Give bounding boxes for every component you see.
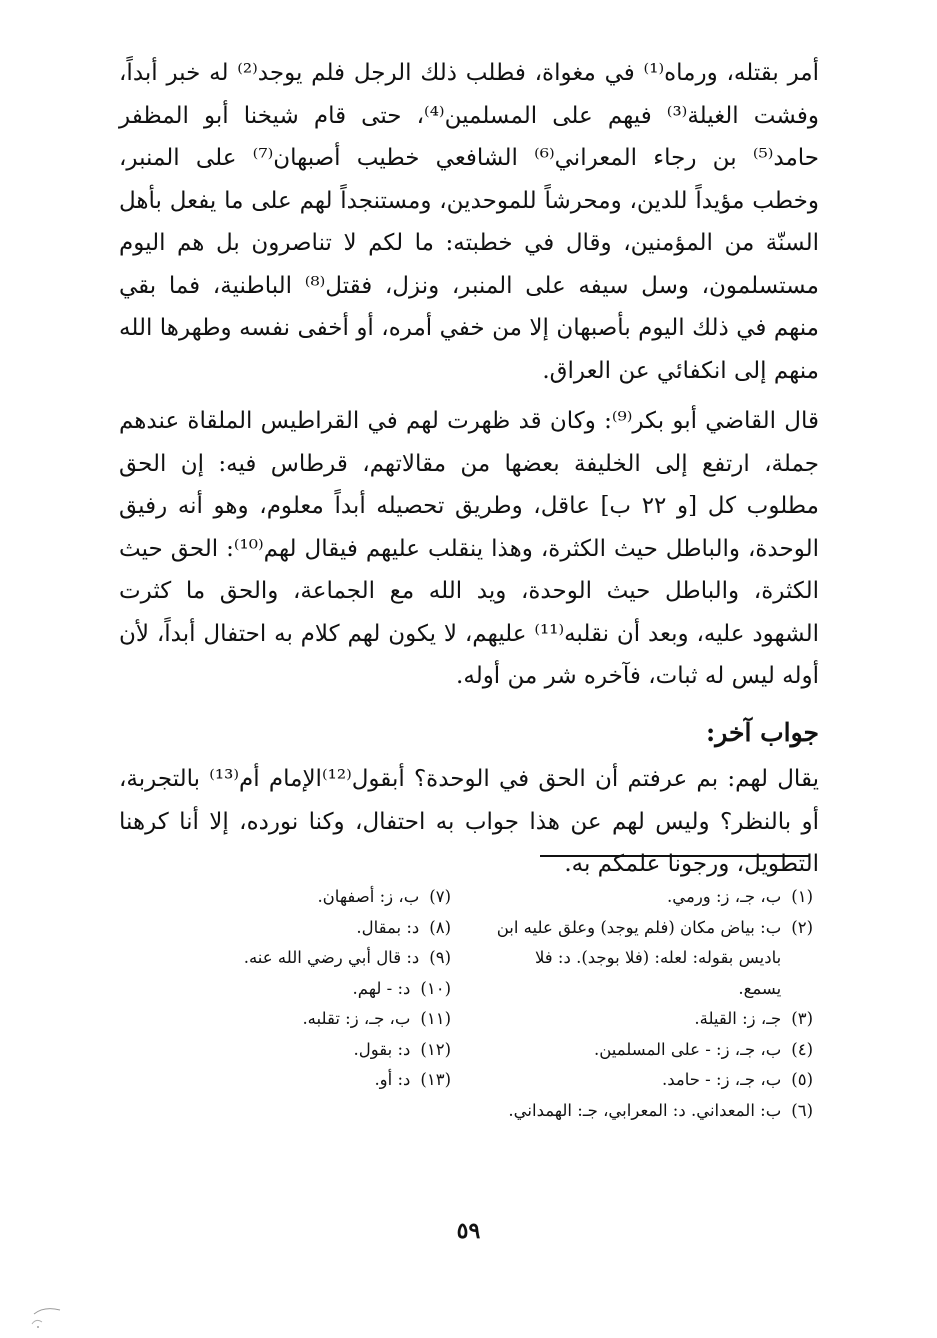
footnote	[493, 1096, 813, 1127]
footnotes	[113, 882, 813, 1126]
footnote	[493, 913, 813, 1005]
footnote-number: ( ٣ )	[791, 1004, 813, 1035]
footnote-number: ( ٨ )	[429, 913, 451, 944]
footnote-number: ( ٧ )	[429, 882, 451, 913]
footnote-text: د: قال أبي رضي الله عنه.	[243, 948, 420, 967]
scan-smudge-mark	[30, 1304, 70, 1330]
footnote-number: ( ٥ )	[791, 1065, 813, 1096]
footnote-text: ب: المعداني. د: المعرابي، جـ: الهمداني.	[508, 1100, 782, 1120]
footnote	[151, 974, 451, 1005]
paragraph-2: قال القاضي أبو بكر⁽⁹⁾: وكان قد ظهرت لهم في القراطيس الملقاة عندهم جملة، ارتفع إلى الخليفة بعضها من مقالاتهم، قرطاس فيه: إن الحق مطلوب كل [و ٢٢ ب] عاقل، وطريق تحصيله أبداً معلوم، وهو أنه رفيق الوحدة، والباطل حيث الكثرة، وهذا ينقلب عليهم فيقال لهم⁽¹⁰⁾: الحق حيث الكثرة، والباطل حيث الوحدة، ويد الله مع الجماعة، والحق ما كثرت الشهود عليه، وبعد أن نقلبه⁽¹¹⁾ عليهم، لا يكون لهم كلام به احتفال أبداً، لأن أوله ليس له ثبات، فآخره شر من أوله.	[119, 408, 820, 689]
section-heading: جواب آخر:	[706, 717, 819, 747]
footnote-separator	[540, 855, 810, 857]
footnote-number: ( ٦ )	[791, 1096, 813, 1127]
footnote-number: ( ٢ )	[791, 913, 813, 1005]
main-text	[119, 52, 819, 886]
footnote-text: د: بقول.	[353, 1039, 411, 1059]
footnote-text: ب، جـ، ز: تقلبه.	[302, 1009, 411, 1028]
footnote-number: ( ١٠ )	[420, 974, 451, 1005]
footnote	[493, 1035, 813, 1066]
footnote	[151, 943, 451, 974]
footnote-text: د: - لهم.	[352, 978, 411, 998]
page-number: ٥٩	[456, 1218, 481, 1244]
footnote-text: ب: بياض مكان (فلم يوجد) وعلق عليه ابن باديس بقوله: لعله: (فلا بوجد). د: فلا يسمع.	[496, 917, 782, 998]
footnote-text: ب، جـ، ز: - حامد.	[661, 1070, 782, 1089]
footnote	[151, 1065, 451, 1096]
footnote-text: ب، ز: أصفهان.	[317, 887, 420, 906]
footnote-number: ( ١٣ )	[420, 1065, 451, 1096]
paragraph-3: يقال لهم: بم عرفتم أن الحق في الوحدة؟ أبقول⁽¹²⁾الإمام أم⁽¹³⁾ بالتجربة، أو بالنظر؟ وليس لهم عن هذا جواب به احتفال، وكنا نورده، إلا أنا كرهنا التطويل، ورجونا علمكم به.	[119, 766, 819, 877]
footnote-text: ب، جـ، ز: - على المسلمين.	[593, 1039, 782, 1059]
footnote	[151, 882, 451, 913]
footnotes-left-column	[151, 882, 451, 1126]
footnote	[151, 1035, 451, 1066]
footnotes-right-column	[493, 882, 813, 1126]
footnote-number: ( ١ )	[791, 882, 813, 913]
footnote	[493, 1004, 813, 1035]
footnote-text: د: أو.	[374, 1070, 411, 1089]
paragraph-1: أمر بقتله، ورماه⁽¹⁾ في مغواة، فطلب ذلك الرجل فلم يوجد⁽²⁾ له خبر أبداً، وفشت الغيلة⁽³⁾ فيهم على المسلمين⁽⁴⁾، حتى قام شيخنا أبو المظفر حامد⁽⁵⁾ بن رجاء المعراني⁽⁶⁾ الشافعي خطيب أصبهان⁽⁷⁾ على المنبر، وخطب مؤيداً للدين، ومحرشاً للموحدين، ومستنجداً لهم على ما يفعل بأهل السنّة من المؤمنين، وقال في خطبته: ما لكم لا تناصرون بل هم اليوم مستسلمون، وسل سيفه على المنبر، ونزل، فقتل⁽⁸⁾ الباطنية، فما بقي منهم في ذلك اليوم بأصبهان إلا من خفي أمره، أو أخفى نفسه وطهرها الله منهم إلى انكفائي عن العراق.	[119, 60, 820, 384]
footnote-text: د: بمقال.	[356, 917, 420, 937]
footnote-text: جـ، ز: القيلة.	[694, 1009, 782, 1028]
footnote-number: ( ١٢ )	[420, 1035, 451, 1066]
footnote	[151, 1004, 451, 1035]
footnote-text: ب، جـ، ز: ورمي.	[666, 887, 782, 906]
footnote	[493, 882, 813, 913]
footnote	[151, 913, 451, 944]
footnote-number: ( ٩ )	[429, 943, 451, 974]
footnote-number: ( ٤ )	[791, 1035, 813, 1066]
footnote-number: ( ١١ )	[420, 1004, 451, 1035]
footnote	[493, 1065, 813, 1096]
